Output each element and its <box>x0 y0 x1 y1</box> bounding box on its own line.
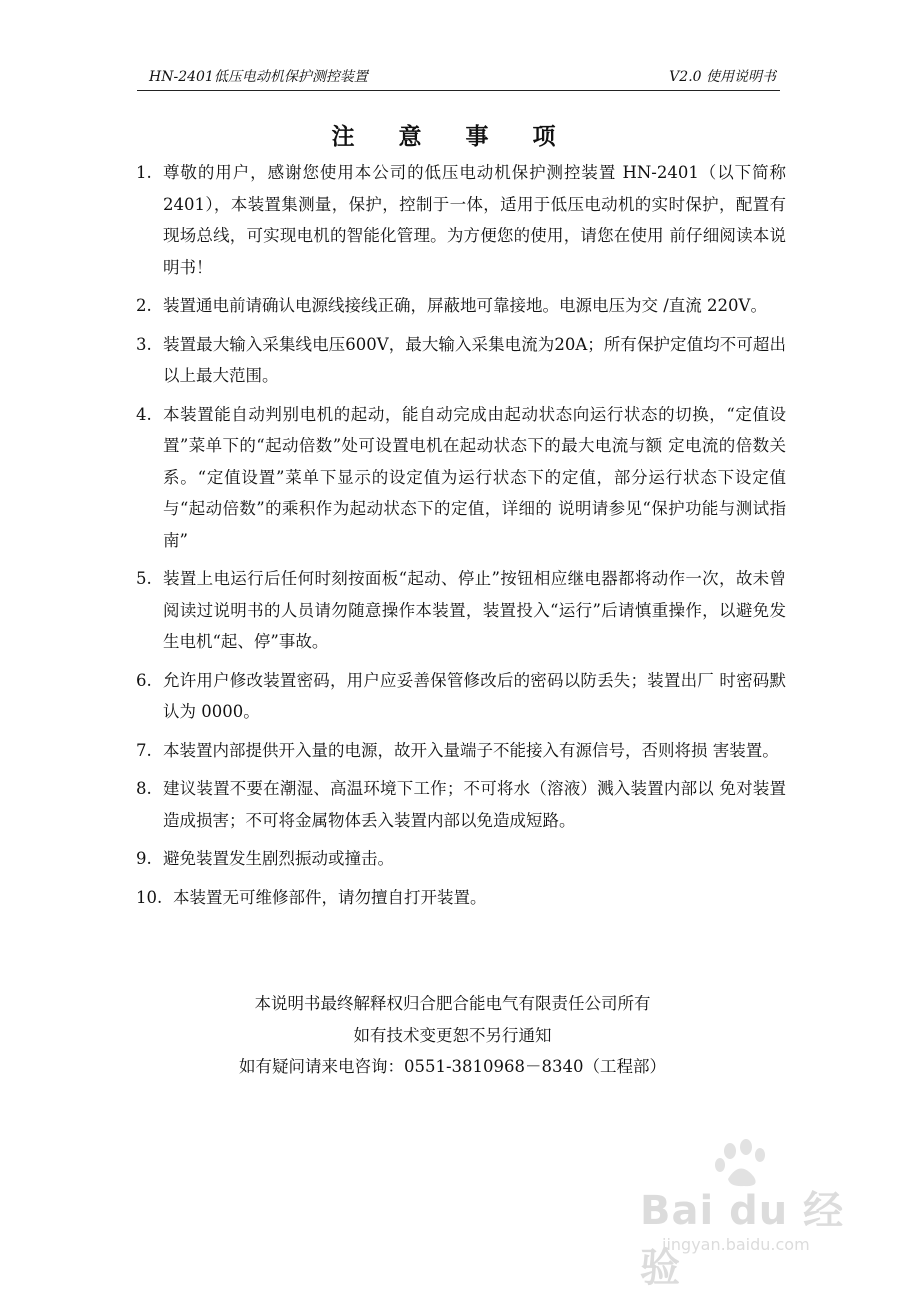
notice-item <box>136 290 786 322</box>
notice-list <box>136 157 786 920</box>
notice-text: 避免装置发生剧烈振动或撞击。 <box>163 849 394 868</box>
notice-item <box>136 329 786 392</box>
notice-number: 1. <box>136 163 152 182</box>
notice-item <box>136 665 786 728</box>
notice-item <box>136 563 786 658</box>
header-doc-title: HN-2401低压电动机保护测控装置 <box>149 69 368 85</box>
notice-text: 装置上电运行后任何时刻按面板“起动、停止”按钮相应继电器都将动作一次，故未曾阅读过说明书的人员请勿随意操作本装置，装置投入“运行”后请慎重操作，以避免发生电机“起、停”事故。 <box>163 569 786 651</box>
notice-text: 本装置能自动判别电机的起动，能自动完成由起动状态向运行状态的切换，“定值设置”菜单下的“起动倍数”处可设置电机在起动状态下的最大电流与额 定电流的倍数关系。“定值设置”菜单下显示的设定值为运行状态下的定值，部分运行状态下设定值与“起动倍数”的乘积作为起动状态下的定值，详细的 说明请参见“保护功能与测试指南” <box>163 404 786 550</box>
notice-text: 建议装置不要在潮湿、高温环境下工作；不可将水（溶液）溅入装置内部以 免对装置造成损害；不可将金属物体丢入装置内部以免造成短路。 <box>163 779 786 830</box>
notice-item <box>136 157 786 283</box>
notice-item <box>136 843 786 875</box>
notice-item <box>136 773 786 836</box>
notice-number: 3. <box>136 334 152 354</box>
watermark-brand: Bai du 经验 <box>640 1188 845 1291</box>
page-header <box>137 64 780 91</box>
watermark-url: jingyan.baidu.com <box>662 1235 810 1254</box>
notice-number: 10. <box>136 887 163 907</box>
notice-item <box>136 882 786 914</box>
page-title: 注 意 事 项 <box>331 124 574 150</box>
notice-number: 8. <box>136 779 152 798</box>
notice-number: 2. <box>136 296 152 315</box>
notice-number: 9. <box>136 849 152 868</box>
notice-text: 本装置内部提供开入量的电源，故开入量端子不能接入有源信号，否则将损 害装置。 <box>163 740 779 760</box>
footer-change-notice: 如有技术变更恕不另行通知 <box>353 1025 552 1045</box>
footer-contact: 如有疑问请来电咨询：0551-3810968－8340（工程部） <box>238 1057 667 1076</box>
notice-number: 5. <box>136 569 152 588</box>
notice-number: 6. <box>136 670 152 690</box>
notice-text: 装置最大输入采集线电压600V，最大输入采集电流为20A；所有保护定值均不可超出以上最大范围。 <box>163 334 786 385</box>
notice-number: 4. <box>136 404 152 424</box>
notice-number: 7. <box>136 740 152 760</box>
page-footer <box>0 988 905 1083</box>
notice-text: 允许用户修改装置密码，用户应妥善保管修改后的密码以防丢失；装置出厂 时密码默认为 0000。 <box>163 670 786 721</box>
notice-text: 尊敬的用户，感谢您使用本公司的低压电动机保护测控装置 HN-2401（以下简称 2401），本装置集测量，保护，控制于一体，适用于低压电动机的实时保护，配置有现场总线，可实现电机的智能化管理。为方便您的使用，请您在使用 前仔细阅读本说明书！ <box>163 163 786 277</box>
notice-text: 本装置无可维修部件，请勿擅自打开装置。 <box>173 887 487 907</box>
watermark <box>640 1135 870 1291</box>
footer-copyright: 本说明书最终解释权归合肥合能电气有限责任公司所有 <box>254 994 651 1013</box>
notice-item <box>136 735 786 767</box>
header-doc-version: V2.0 使用说明书 <box>669 69 776 85</box>
notice-text: 装置通电前请确认电源线接线正确，屏蔽地可靠接地。电源电压为交 /直流 220V。 <box>163 296 767 315</box>
notice-item <box>136 399 786 557</box>
